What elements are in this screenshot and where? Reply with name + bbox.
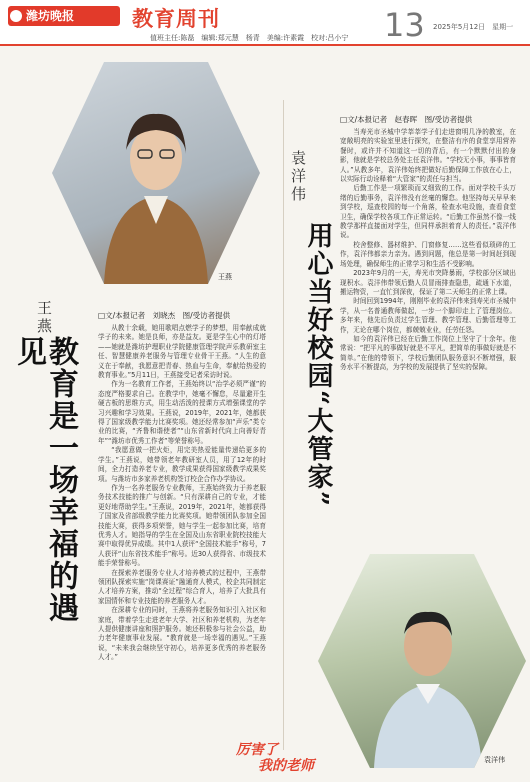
paragraph: 时间回到1994年，刚刚毕业的袁洋伟来到寿光市圣城中学，从一名普通教师做起，一步一个脚印走上了管理岗位。多年来，他先后负责过学生管理、教学管理、后勤管理等工作，无论在哪个岗位，都兢兢业业，任劳任怨。 xyxy=(340,297,516,334)
column-divider xyxy=(283,100,284,750)
paragraph: 作为一名教育工作者，王燕始终以“治学必须严谨”的态度严格要求自己。在教学中，她毫不懈怠，尽量避开生硬古板的思维方式，用生动活泼的授课方式增强课堂的学习兴趣和学习效果。王燕说，2019年，2021年，她都获得了国家级教学能力比赛奖项。她还经常参加“声乐”类专业的比赛，“齐鲁和谐使者”“山东省新时代向上向善好青年”“潍坊市优秀工作者”等荣誉称号。 xyxy=(98,380,266,445)
subject-name-right: 袁洋伟 xyxy=(289,150,307,204)
byline-right: □文/本报记者 赵春晖 图/受访者提供 xyxy=(340,115,473,124)
section-title: 教育周刊 xyxy=(132,6,220,31)
logo-icon xyxy=(10,10,22,22)
page-number: 13 xyxy=(384,6,425,44)
paragraph: 2023年9月的一天，寿光市突降暴雨，学校部分区域出现积水。袁洋伟带领后勤人员冒雨排查隐患，疏通下水道，搬运物资，一直忙到深夜，保证了第二天师生的正常上课。 xyxy=(340,269,516,296)
article-body-right xyxy=(340,128,516,373)
photo-caption-right: 袁洋伟 xyxy=(484,756,505,764)
portrait-photo-left xyxy=(52,62,260,284)
editorial-credits: 值班主任:陈磊 编辑:郑元慧 杨青 美编:许素霞 校对:吕小宁 xyxy=(150,34,349,42)
paragraph: “我愿意做一把火炬，用完美热爱能量传递给更多的学生。”王燕说，她带领老年教研室人员，用了12年的时间，全力打造养老专业，教学成果获得国家级教学成果奖项。与潍坊市多家养老机构签订校企合作办学协议。 xyxy=(98,446,266,483)
article-body-left xyxy=(98,324,266,663)
headline-right: 用心当好校园“大管家” xyxy=(303,222,333,508)
paragraph: 当寿光市圣城中学莘莘学子们走进窗明几净的教室，在宽敞明亮的实验室里进行探究，在整洁有序的食堂享用营养餐时，或许并不知道这一切的背后，有一个默默付出的身影，他就是学校总务处主任袁洋伟。“学校无小事，事事皆育人。”从教多年，袁洋伟始终把做好后勤保障工作放在心上，以实际行动诠释着“大管家”的责任与担当。 xyxy=(340,128,516,184)
paragraph: 作为一名养老服务专业教师，王燕始终致力于养老服务技术技能的推广与创新。“只有深耕自己的专业，才能更好地帮助学生。”王燕说，2019年，2021年，她都获得了国家及省部级教学能力比赛奖项。她带领团队参加全国技能大赛，获得多项荣誉，她与学生一起参加比赛，培育优秀人才。她指导的学生在全国及山东省职业院校技能大赛中取得优异成绩。其中1人获评“全国技术能手”称号，7人获评“山东省技术能手”称号。近30人获得省、市级技术能手荣誉称号。 xyxy=(98,483,266,568)
portrait-photo-right xyxy=(318,554,526,768)
paragraph: 如今的袁洋伟已经在后勤工作岗位上坚守了十余年。他常说：“把平凡的事做好就是不平凡，把简单的事做好就是不简单。”在他的带领下，学校后勤团队服务意识不断增强，服务水平不断提高，为学校的发展提供了坚实的保障。 xyxy=(340,334,516,372)
photo-caption-left: 王燕 xyxy=(218,273,232,281)
slogan-line-2: 我的老师 xyxy=(258,758,314,774)
masthead-rule xyxy=(0,44,530,46)
paragraph: 校舍整修、器材维护、门窗修复……这些看似琐碎的工作，袁洋伟都亲力亲为。遇到问题，他总是第一时间赶到现场处理，确保师生的正常学习和生活不受影响。 xyxy=(340,240,516,268)
column-slogan xyxy=(236,742,314,774)
paragraph: 从教十余载，她用歌唱点燃学子的梦想，用奉献成就学子的未来。她是良师，亦是益友。更是学生心中的灯塔——她就是潍坊护理职业学院健康管理学院声乐教研室主任、智慧健康养老服务与管理专业骨干王燕。“人生的意义在于奉献，我愿意把青春、热血与生命，奉献给热爱的教育事业。”5月11日，王燕接受记者采访时说。 xyxy=(98,324,266,380)
issue-date: 2025年5月12日 星期一 xyxy=(433,23,514,31)
headline-left: 教育是一场幸福的遇见 xyxy=(11,336,78,624)
byline-left: □文/本报记者 刘晓杰 图/受访者提供 xyxy=(98,311,231,320)
newspaper-logo: 潍坊晚报 xyxy=(8,6,120,26)
paragraph: 在探索养老服务专业人才培养模式的过程中，王燕带领团队探索实施“岗课赛证”融通育人模式，校企共同制定人才培养方案，推动“全过程”综合育人，培养了大批具有家国情怀和专业技能的养老服务人才。 xyxy=(98,568,266,605)
paragraph: 在深耕专业的同时，王燕将养老服务知识引入社区和家庭，带着学生走进老年大学、社区和养老机构，为老年人提供健康讲座和照护服务。她还积极参与社会公益，助力老年健康事业发展。“教育就是一场幸福的遇见。”王燕说，“未来我会继续坚守初心，培养更多优秀的养老服务人才。” xyxy=(98,606,266,662)
slogan-line-1: 厉害了 xyxy=(236,742,278,758)
paragraph: 后勤工作是一项繁琐而又细致的工作。面对学校千头万绪的后勤事务，袁洋伟没有丝毫的懈怠。他坚持每天早早来到学校，巡查校园的每一个角落，检查水电设施，查看食堂卫生，确保学校各项工作正常运转。“后勤工作虽然不像一线教学那样直接面对学生，但同样承担着育人的责任。”袁洋伟说。 xyxy=(340,184,516,240)
subject-name-left: 王燕 xyxy=(35,300,53,336)
